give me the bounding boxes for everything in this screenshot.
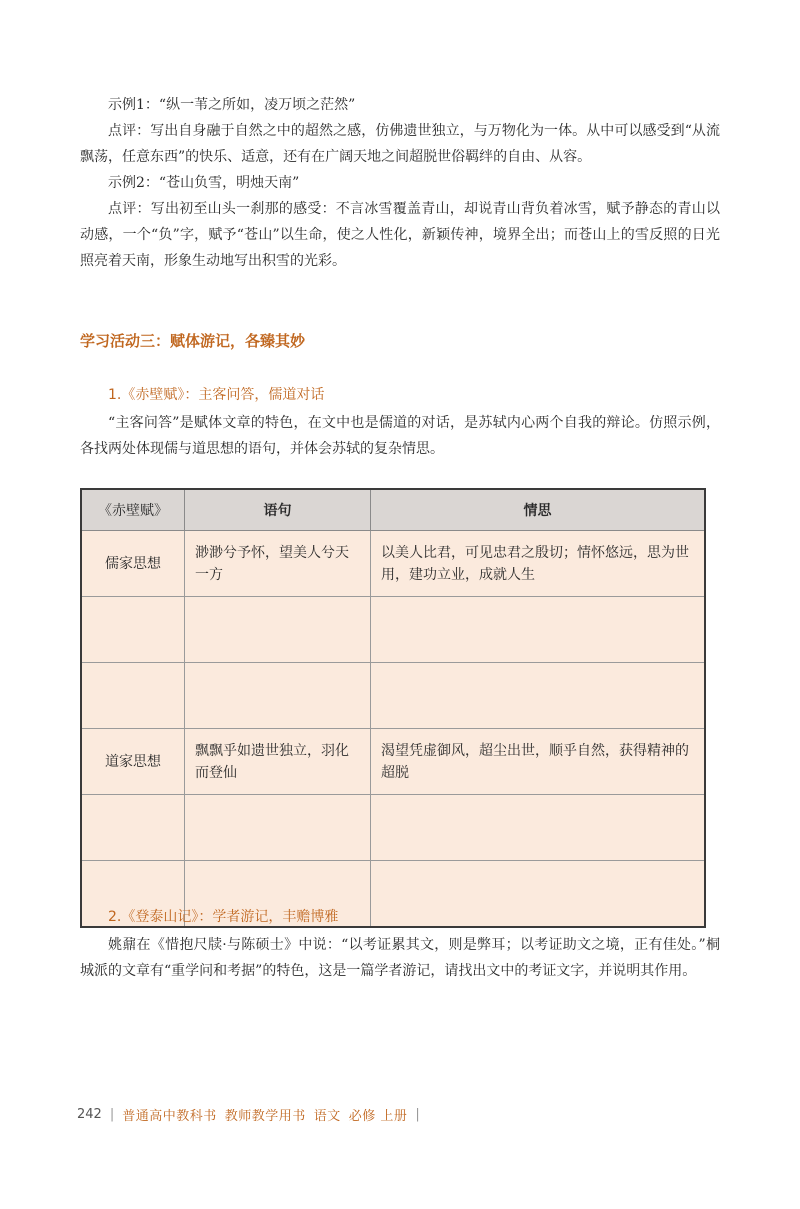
table-cell-category: 道家思想 [81, 729, 185, 795]
table-cell-sentence: 渺渺兮予怀，望美人兮天一方 [185, 531, 371, 597]
table-cell-emotion[interactable] [371, 597, 706, 663]
study-table [80, 488, 706, 928]
footer-subject: 语文 [313, 1109, 341, 1124]
comment-2: 点评：写出初至山头一刹那的感受：不言冰雪覆盖青山，却说青山背负着冰雪，赋予静态的青山以动感，一个“负”字，赋予“苍山”以生命，使之人性化，新颖传神，境界全出；而苍山上的雪反照的日光照亮着天南，形象生动地写出积雪的光彩。 [80, 201, 720, 269]
table-cell-sentence: 飘飘乎如遗世独立，羽化而登仙 [185, 729, 371, 795]
example-1: 示例1：“纵一苇之所如，凌万顷之茫然” [108, 97, 356, 113]
table-cell-category[interactable] [81, 663, 185, 729]
table-header-sentence: 语句 [185, 489, 371, 531]
table-cell-emotion[interactable] [371, 663, 706, 729]
table-row [81, 663, 705, 729]
table-header-text: 《赤壁赋》 [81, 489, 185, 531]
table-row [81, 729, 705, 795]
table-cell-category[interactable] [81, 597, 185, 663]
table-cell-emotion[interactable] [371, 795, 706, 861]
footer-divider: | [109, 1107, 115, 1122]
table-cell-category: 儒家思想 [81, 531, 185, 597]
table-cell-sentence[interactable] [185, 663, 371, 729]
table-cell-sentence[interactable] [185, 597, 371, 663]
section-title: 学习活动三：赋体游记，各臻其妙 [80, 332, 306, 350]
table-row [81, 597, 705, 663]
subsection-2-body: 姚鼐在《惜抱尺牍·与陈硕士》中说：“以考证累其文，则是弊耳；以考证助文之境，正有佳处。”桐城派的文章有“重学问和考据”的特色，这是一篇学者游记，请找出文中的考证文字，并说明其作用。 [80, 937, 720, 979]
subsection-2-title: 2.《登泰山记》：学者游记，丰赡博雅 [108, 909, 339, 925]
table-header-row [81, 489, 705, 531]
table-cell-emotion: 以美人比君，可见忠君之殷切；情怀悠远，思为世用，建功立业，成就人生 [371, 531, 706, 597]
footer-divider: | [415, 1107, 420, 1122]
table-row [81, 531, 705, 597]
table-header-emotion: 情思 [371, 489, 706, 531]
subsection-1-title: 1.《赤壁赋》：主客问答，儒道对话 [108, 387, 325, 403]
page-footer [77, 1105, 420, 1124]
footer-series: 普通高中教科书 [122, 1109, 217, 1124]
example-2: 示例2：“苍山负雪，明烛天南” [108, 175, 300, 191]
table-cell-sentence[interactable] [185, 795, 371, 861]
table-cell-emotion[interactable] [371, 861, 706, 928]
table-cell-category[interactable] [81, 795, 185, 861]
footer-volume: 必修 上册 [348, 1109, 408, 1124]
footer-book: 教师教学用书 [224, 1109, 306, 1124]
table-cell-emotion: 渴望凭虚御风，超尘出世，顺乎自然，获得精神的超脱 [371, 729, 706, 795]
table-row [81, 795, 705, 861]
page-number: 242 [77, 1107, 102, 1122]
comment-1: 点评：写出自身融于自然之中的超然之感，仿佛遗世独立，与万物化为一体。从中可以感受到“从流飘荡，任意东西”的快乐、适意，还有在广阔天地之间超脱世俗羁绊的自由、从容。 [80, 123, 720, 165]
subsection-1-body: “主客问答”是赋体文章的特色，在文中也是儒道的对话，是苏轼内心两个自我的辩论。仿照示例，各找两处体现儒与道思想的语句，并体会苏轼的复杂情思。 [80, 415, 720, 457]
